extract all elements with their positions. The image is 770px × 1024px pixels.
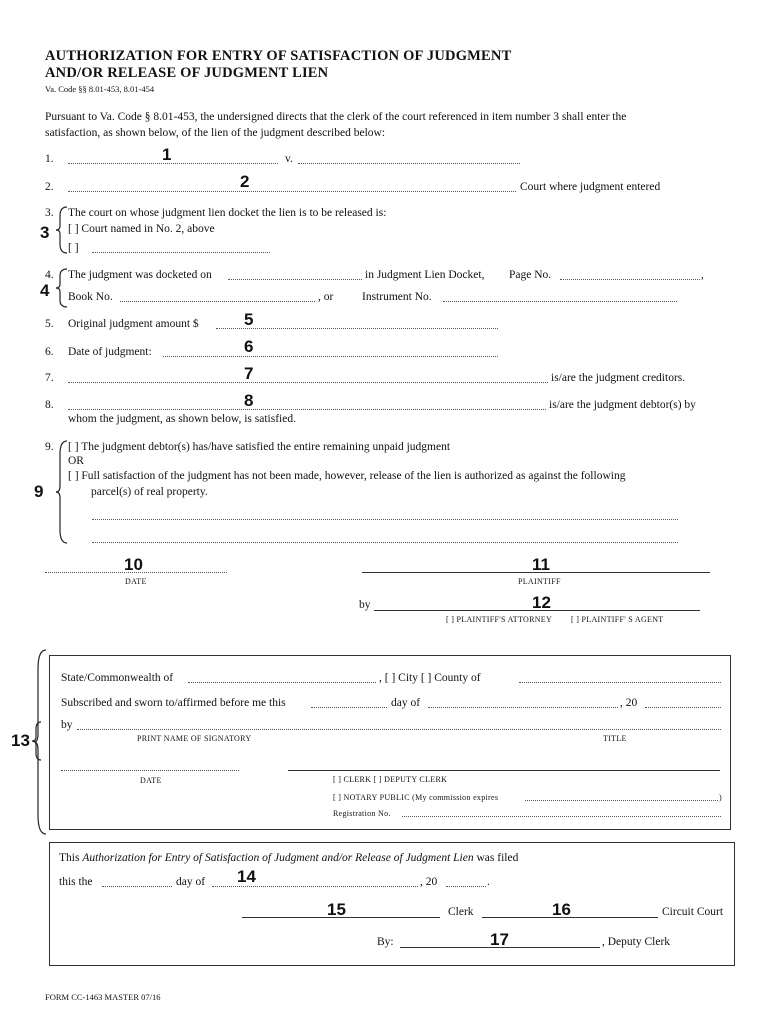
item-9-option-full-satisfaction[interactable]: [ ] The judgment debtor(s) has/have satisfied the entire remaining unpaid judgment xyxy=(68,441,451,453)
notary-marker-brace xyxy=(31,721,43,761)
item-4-book-field[interactable] xyxy=(120,301,315,302)
plaintiff-marker: 11 xyxy=(532,555,550,574)
notary-year-field[interactable] xyxy=(645,707,721,708)
filing-statement: This Authorization for Entry of Satisfaction of Judgment and/or Release of Judgment Lien was filed xyxy=(59,852,519,864)
item-6-date-field[interactable] xyxy=(163,356,498,357)
notary-signatory-field[interactable] xyxy=(77,729,721,730)
notary-twenty-label: , 20 xyxy=(620,697,638,709)
filing-clerk-label: Clerk xyxy=(448,906,474,918)
item-2-suffix: Court where judgment entered xyxy=(520,181,661,193)
filing-day-field[interactable] xyxy=(102,886,172,887)
item-9-property-field-1[interactable] xyxy=(92,519,678,520)
item-4-instrument-label: Instrument No. xyxy=(362,291,432,303)
item-4-number: 4. xyxy=(45,269,54,281)
form-title-line1: AUTHORIZATION FOR ENTRY OF SATISFACTION OF JUDGMENT xyxy=(45,48,512,64)
item-2-marker: 2 xyxy=(240,172,250,191)
notary-state-field[interactable] xyxy=(188,682,376,683)
item-9-marker: 9 xyxy=(34,482,44,501)
item-8-marker: 8 xyxy=(244,391,254,410)
intro-line1: Pursuant to Va. Code § 8.01-453, the undersigned directs that the clerk of the court referenced in item number 3 shall enter the xyxy=(45,111,627,123)
notary-subscribed-label: Subscribed and sworn to/affirmed before me this xyxy=(61,697,286,709)
item-5-number: 5. xyxy=(45,318,54,330)
item-9-property-field-2[interactable] xyxy=(92,542,678,543)
signature-date-label: DATE xyxy=(125,577,147,586)
notary-commission-field[interactable] xyxy=(525,800,718,801)
notary-officer-signature-line[interactable] xyxy=(288,770,720,771)
form-id: FORM CC-1463 MASTER 07/16 xyxy=(45,992,161,1002)
item-3-option-same-court[interactable]: [ ] Court named in No. 2, above xyxy=(68,223,215,235)
item-4-brace xyxy=(55,268,69,308)
notary-public-option[interactable]: [ ] NOTARY PUBLIC (My commission expires xyxy=(333,793,499,802)
notary-by-label: by xyxy=(61,719,73,731)
notary-county-field[interactable] xyxy=(519,682,721,683)
item-4-instrument-field[interactable] xyxy=(443,301,677,302)
item-4-or: , or xyxy=(318,291,334,303)
item-7-suffix: is/are the judgment creditors. xyxy=(551,372,686,384)
item-4-docketed-label: The judgment was docketed on xyxy=(68,269,212,281)
plaintiff-agent-option[interactable]: [ ] PLAINTIFF' S AGENT xyxy=(571,615,664,624)
filing-marker-14: 14 xyxy=(237,867,256,886)
item-1-versus: v. xyxy=(285,153,293,165)
item-7-marker: 7 xyxy=(244,364,254,383)
item-3-text: The court on whose judgment lien docket the lien is to be released is: xyxy=(68,207,387,219)
item-8-number: 8. xyxy=(45,399,54,411)
item-4-page-label: Page No. xyxy=(509,269,552,281)
notary-clerk-options[interactable]: [ ] CLERK [ ] DEPUTY CLERK xyxy=(333,775,448,784)
item-6-marker: 6 xyxy=(244,337,254,356)
filing-circuit-court-label: Circuit Court xyxy=(662,906,724,918)
item-3-option-other-court[interactable]: [ ] xyxy=(68,242,79,254)
notary-paren: ) xyxy=(719,793,722,802)
item-8-debtors-field[interactable] xyxy=(68,409,546,410)
code-reference: Va. Code §§ 8.01-453, 8.01-454 xyxy=(45,84,155,94)
plaintiff-label: PLAINTIFF xyxy=(518,577,561,586)
notary-registration-field[interactable] xyxy=(402,816,721,817)
notary-registration-label: Registration No. xyxy=(333,809,391,818)
notary-date-label: DATE xyxy=(140,776,162,785)
item-3-marker: 3 xyxy=(40,223,50,242)
intro-line2: satisfaction, as shown below, of the lien of the judgment described below: xyxy=(45,127,386,139)
notary-city-county-options[interactable]: , [ ] City [ ] County of xyxy=(379,672,481,684)
item-2-court-field[interactable] xyxy=(68,191,516,192)
filing-this-the-label: this the xyxy=(59,876,93,888)
item-6-number: 6. xyxy=(45,346,54,358)
item-1-marker: 1 xyxy=(162,145,172,164)
item-4-marker: 4 xyxy=(40,281,50,300)
filing-marker-15: 15 xyxy=(327,900,346,919)
notary-print-name-label: PRINT NAME OF SIGNATORY xyxy=(137,734,252,743)
item-7-number: 7. xyxy=(45,372,54,384)
plaintiff-attorney-option[interactable]: [ ] PLAINTIFF'S ATTORNEY xyxy=(446,615,553,624)
item-1-plaintiff-field[interactable] xyxy=(68,163,278,164)
filing-by-label: By: xyxy=(377,936,394,948)
notary-date-field[interactable] xyxy=(61,770,239,771)
filing-marker-17: 17 xyxy=(490,930,509,949)
item-8-suffix: is/are the judgment debtor(s) by xyxy=(549,399,696,411)
filing-period: . xyxy=(487,876,490,888)
filing-marker-16: 16 xyxy=(552,900,571,919)
item-9-option-line2: parcel(s) of real property. xyxy=(91,486,208,498)
agent-by-label: by xyxy=(359,599,371,611)
item-9-brace xyxy=(55,440,69,544)
item-1-defendant-field[interactable] xyxy=(298,163,520,164)
item-9-number: 9. xyxy=(45,441,54,453)
item-2-number: 2. xyxy=(45,181,54,193)
form-title-line2: AND/OR RELEASE OF JUDGMENT LIEN xyxy=(45,65,329,81)
item-5-marker: 5 xyxy=(244,310,254,329)
item-4-book-label: Book No. xyxy=(68,291,113,303)
filing-deputy-clerk-label: , Deputy Clerk xyxy=(602,936,671,948)
item-9-or: OR xyxy=(68,455,84,467)
item-6-label: Date of judgment: xyxy=(68,346,152,358)
item-7-creditors-field[interactable] xyxy=(68,382,548,383)
item-1-number: 1. xyxy=(45,153,54,165)
item-4-docket-date-field[interactable] xyxy=(228,279,362,280)
notary-title-label: TITLE xyxy=(603,734,627,743)
item-4-page-field[interactable] xyxy=(560,279,700,280)
notary-marker: 13 xyxy=(11,731,30,750)
notary-day-field[interactable] xyxy=(311,707,387,708)
notary-day-of-label: day of xyxy=(391,697,421,709)
item-4-docket-label: in Judgment Lien Docket, xyxy=(365,269,485,281)
agent-marker: 12 xyxy=(532,593,551,612)
item-3-brace xyxy=(55,206,69,254)
item-5-label: Original judgment amount $ xyxy=(68,318,199,330)
item-9-option-partial-release[interactable]: [ ] Full satisfaction of the judgment has not been made, however, release of the lien is authorized as against the following xyxy=(68,470,626,482)
signature-date-marker: 10 xyxy=(124,555,143,574)
item-5-amount-field[interactable] xyxy=(216,328,498,329)
item-3-number: 3. xyxy=(45,207,54,219)
filing-twenty-label: , 20 xyxy=(420,876,438,888)
notary-month-field[interactable] xyxy=(428,707,618,708)
item-3-other-court-field[interactable] xyxy=(92,252,270,253)
item-4-comma: , xyxy=(701,269,704,281)
notary-state-label: State/Commonwealth of xyxy=(61,672,174,684)
filing-year-field[interactable] xyxy=(446,886,486,887)
filing-day-of-label: day of xyxy=(176,876,206,888)
item-8-line2: whom the judgment, as shown below, is satisfied. xyxy=(68,413,296,425)
